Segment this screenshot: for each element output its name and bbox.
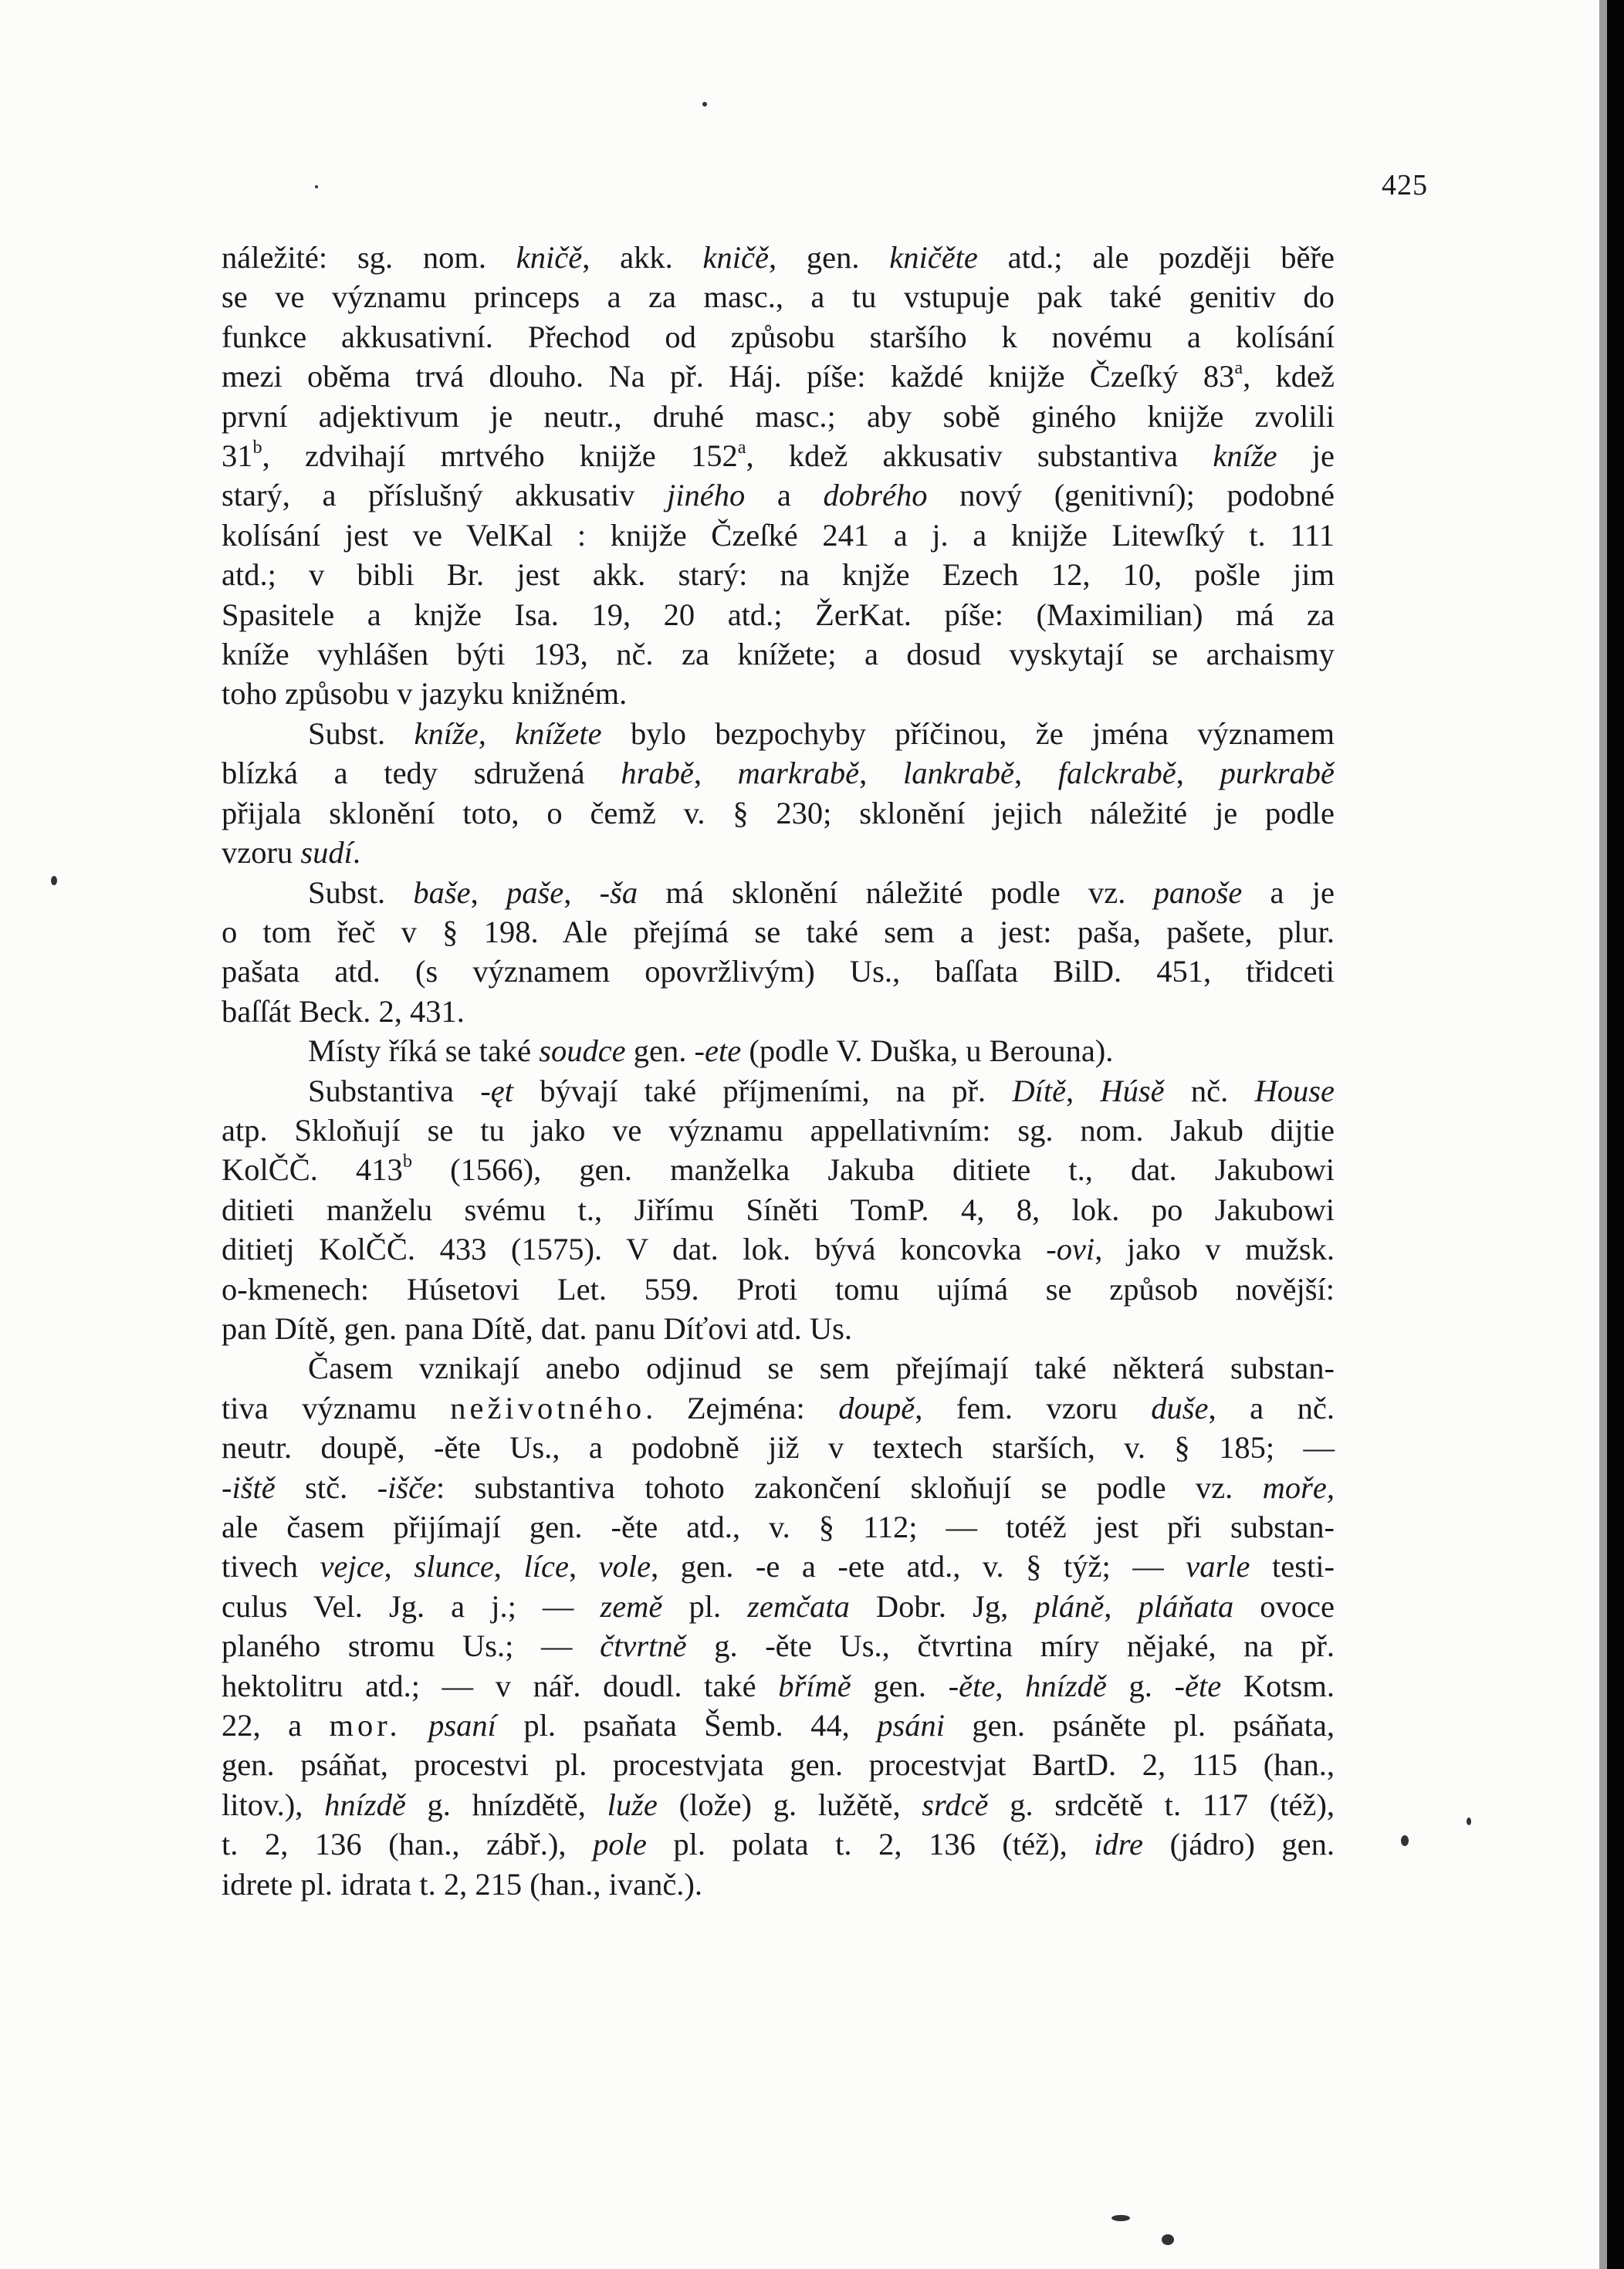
text-segment: pašata atd. (s významem opovržlivým) Us., baſſata BilD. 451, třidceti: [222, 954, 1335, 989]
italic-term: země: [600, 1588, 663, 1624]
spaced-term: mor.: [329, 1708, 401, 1743]
text-line: [222, 833, 1335, 872]
text-segment: ,: [1066, 1073, 1101, 1108]
text-segment: bylo bezpochyby příčinou, že jména významem: [601, 715, 1335, 751]
text-line: [222, 397, 1335, 436]
scan-speck: [1162, 2234, 1174, 2245]
text-segment: blízká a tedy sdružená: [222, 756, 621, 791]
text-line: [222, 753, 1335, 793]
text-line: [222, 1547, 1335, 1586]
text-segment: 22, a: [222, 1708, 330, 1743]
text-segment: ,: [1013, 756, 1058, 791]
italic-term: čtvrtně: [600, 1628, 687, 1664]
scan-inner-edge: [1599, 0, 1607, 2269]
text-line: [222, 714, 1335, 753]
italic-term: líce: [523, 1549, 569, 1584]
italic-term: vejce: [320, 1549, 384, 1584]
italic-term: pole: [593, 1827, 647, 1862]
text-segment: baſſát Beck. 2, 431.: [222, 993, 465, 1029]
text-segment: toho způsobu v jazyku knižném.: [222, 676, 628, 712]
text-segment: pan Dítě, gen. pana Dítě, dat. panu Díťovi atd. Us.: [222, 1310, 852, 1346]
text-segment: ,: [995, 1668, 1026, 1703]
text-line: [222, 1745, 1335, 1784]
text-segment: litov.),: [222, 1787, 325, 1822]
text-line: [222, 1824, 1335, 1864]
text-segment: , jako v mužsk.: [1095, 1232, 1335, 1267]
text-segment: o-kmenech: Húsetovi Let. 559. Proti tomu ujímá se způsob novější:: [222, 1271, 1335, 1307]
scan-black-edge: [1607, 0, 1624, 2269]
text-line: [222, 1309, 1335, 1348]
text-line: [222, 1666, 1335, 1706]
italic-term: duše: [1151, 1390, 1209, 1425]
superscript: a: [737, 437, 746, 458]
text-segment: bývají také příjmeními, na př.: [513, 1073, 1013, 1108]
italic-term: -ete: [694, 1033, 742, 1069]
italic-term: kníže, knížete: [414, 715, 602, 751]
text-segment: , kdež: [1243, 359, 1335, 394]
italic-term: srdcě: [922, 1787, 989, 1822]
text-segment: , kdež akkusativ substantiva: [746, 438, 1213, 474]
text-line: [222, 1428, 1335, 1467]
text-line: [222, 317, 1335, 357]
text-segment: první adjektivum je neutr., druhé masc.; aby sobě giného knijže zvolili: [222, 398, 1335, 434]
scan-speck: [51, 876, 57, 885]
text-line: [222, 1031, 1335, 1070]
text-line: [222, 1388, 1335, 1428]
superscript: a: [1234, 357, 1243, 379]
text-line: [222, 1348, 1335, 1388]
text-segment: g. -ěte Us., čtvrtina míry nějaké, na př.: [686, 1628, 1335, 1664]
text-line: [222, 475, 1335, 515]
text-line: [222, 1706, 1335, 1745]
scan-speck: [315, 185, 318, 188]
text-segment: 31: [222, 438, 253, 474]
text-segment: kolísání jest ve VelKal : knijže Čzeſké 241 a j. a knijže Litewſký t. 111: [222, 517, 1335, 553]
text-segment: , a nč.: [1208, 1390, 1335, 1425]
italic-term: břímě: [778, 1668, 851, 1703]
text-line: [222, 1468, 1335, 1507]
scan-speck: [1401, 1835, 1409, 1846]
text-line: [222, 1111, 1335, 1150]
italic-term: falckrabě: [1057, 756, 1176, 791]
text-segment: ,: [1104, 1588, 1138, 1624]
text-segment: o tom řeč v § 198. Ale přejímá se také sem a jest: paša, pašete, plur.: [222, 914, 1335, 949]
text-line: [222, 1587, 1335, 1626]
italic-term: vole: [598, 1549, 651, 1584]
italic-term: kničěte: [889, 240, 978, 275]
text-segment: , fem. vzoru: [915, 1390, 1152, 1425]
scan-speck: [1467, 1818, 1471, 1825]
text-segment: testi-: [1250, 1549, 1335, 1584]
text-segment: (lože) g. lužětě,: [657, 1787, 922, 1822]
text-segment: , zdvihají mrtvého knijže 152: [262, 438, 738, 474]
text-segment: mezi oběma trvá dlouho. Na př. Háj. píše: každé knijže Čzeſký 83: [222, 359, 1235, 394]
text-segment: pl. psaňata Šemb. 44,: [496, 1708, 878, 1743]
text-segment: má sklonění náležité podle vz.: [638, 874, 1154, 910]
italic-term: slunce: [414, 1549, 494, 1584]
italic-term: soudce: [539, 1033, 626, 1069]
italic-term: varle: [1186, 1549, 1250, 1584]
text-segment: Místy říká se také: [308, 1033, 540, 1069]
italic-term: Dítě: [1012, 1073, 1067, 1108]
italic-term: -ęt: [480, 1073, 513, 1108]
text-segment: atd.; ale později běře: [977, 240, 1335, 275]
text-segment: Subst.: [308, 715, 414, 751]
text-segment: Dobr. Jg,: [849, 1588, 1035, 1624]
text-segment: a je: [1242, 874, 1335, 910]
italic-term: markrabě: [737, 756, 860, 791]
text-segment: se ve významu princeps a za masc., a tu vstupuje pak také genitiv do: [222, 279, 1335, 315]
text-line: [222, 912, 1335, 952]
italic-term: hnízdě: [324, 1787, 406, 1822]
text-line: [222, 873, 1335, 912]
text-line: [222, 1150, 1335, 1189]
text-segment: idrete pl. idrata t. 2, 215 (han., ivanč.).: [222, 1866, 703, 1902]
text-segment: je: [1277, 438, 1335, 474]
text-segment: Spasitele a knjže Isa. 19, 20 atd.; ŽerKat. píše: (Maximilian) má za: [222, 597, 1335, 632]
text-segment: a: [745, 478, 824, 513]
text-segment: ,: [384, 1549, 414, 1584]
text-line: [222, 595, 1335, 634]
text-line: [222, 1865, 1335, 1904]
text-segment: gen.: [851, 1668, 949, 1703]
text-segment: culus Vel. Jg. a j.; —: [222, 1588, 601, 1624]
text-line: [222, 793, 1335, 833]
text-segment: atd.; v bibli Br. jest akk. starý: na knjže Ezech 12, 10, pošle jim: [222, 557, 1335, 593]
text-segment: ,: [568, 1549, 599, 1584]
text-segment: nč.: [1164, 1073, 1255, 1108]
italic-term: hnízdě: [1025, 1668, 1107, 1703]
text-segment: náležité: sg. nom.: [222, 240, 516, 275]
text-line: [222, 555, 1335, 594]
text-segment: ditietj KolČČ. 433 (1575). V dat. lok. bývá koncovka: [222, 1232, 1047, 1267]
text-line: [222, 1507, 1335, 1547]
text-segment: gen.: [625, 1033, 695, 1069]
italic-term: pláně: [1034, 1588, 1105, 1624]
italic-term: zemčata: [747, 1588, 850, 1624]
text-line: [222, 516, 1335, 555]
italic-term: idre: [1094, 1827, 1144, 1862]
text-segment: Substantiva: [308, 1073, 481, 1108]
text-segment: , akk.: [582, 240, 703, 275]
text-segment: g. hnízdětě,: [405, 1787, 607, 1822]
italic-term: paše: [506, 874, 564, 910]
italic-term: kníže: [1213, 438, 1277, 474]
text-segment: ditieti manželu svému t., Jiřímu Síněti TomP. 4, 8, lok. po Jakubowi: [222, 1192, 1335, 1227]
italic-term: purkrabě: [1220, 756, 1335, 791]
text-line: [222, 238, 1335, 277]
text-segment: : substantiva tohoto zakončení skloňují se podle vz.: [436, 1469, 1263, 1505]
italic-term: hrabě: [621, 756, 694, 791]
text-line: [222, 634, 1335, 674]
text-segment: t. 2, 136 (han., zábř.),: [222, 1827, 594, 1862]
text-segment: tiva významu: [222, 1390, 451, 1425]
italic-term: jiného: [667, 478, 746, 513]
text-segment: , gen.: [768, 240, 890, 275]
text-segment: pl.: [662, 1588, 748, 1624]
text-segment: neutr. doupě, -ěte Us., a podobně již v textech starších, v. § 185; —: [222, 1430, 1335, 1466]
text-segment: vzoru: [222, 835, 301, 871]
italic-term: luže: [607, 1787, 658, 1822]
text-segment: KolČČ. 413: [222, 1152, 403, 1188]
text-segment: stč.: [275, 1469, 377, 1505]
text-line: [222, 992, 1335, 1031]
italic-term: dobrého: [823, 478, 928, 513]
italic-term: -išče: [377, 1469, 437, 1505]
italic-term: -iště: [222, 1469, 276, 1505]
italic-term: -ovi: [1046, 1232, 1095, 1267]
text-segment: gen. psáňat, procestvi pl. procestvjata gen. procestvjat BartD. 2, 115 (han.,: [222, 1747, 1335, 1783]
text-segment: ,: [563, 874, 600, 910]
text-segment: pl. polata t. 2, 136 (též),: [646, 1827, 1095, 1862]
text-segment: g.: [1106, 1668, 1175, 1703]
italic-term: -ša: [599, 874, 638, 910]
text-segment: planého stromu Us.; —: [222, 1628, 601, 1664]
text-segment: ,: [493, 1549, 524, 1584]
text-line: [222, 1190, 1335, 1229]
text-segment: Kotsm.: [1221, 1668, 1335, 1703]
text-segment: ,: [470, 874, 507, 910]
text-line: [222, 1071, 1335, 1111]
text-segment: ale časem přijímají gen. -ěte atd., v. § 112; — totéž jest při substan-: [222, 1510, 1335, 1544]
italic-term: lankrabě: [902, 756, 1014, 791]
superscript: b: [402, 1151, 412, 1172]
text-segment: tivech: [222, 1549, 320, 1584]
text-segment: ,: [693, 756, 738, 791]
text-line: [222, 1270, 1335, 1309]
italic-term: psáni: [877, 1708, 945, 1743]
italic-term: Húsě: [1100, 1073, 1165, 1108]
text-line: [222, 952, 1335, 991]
italic-term: -ěte: [1174, 1668, 1222, 1703]
italic-term: panoše: [1153, 874, 1243, 910]
text-segment: ,: [859, 756, 903, 791]
text-segment: Subst.: [308, 874, 414, 910]
text-segment: [401, 1708, 428, 1743]
italic-term: -ěte: [948, 1668, 996, 1703]
text-segment: g. srdcětě t. 117 (též),: [988, 1787, 1335, 1822]
italic-term: moře,: [1262, 1469, 1335, 1505]
text-line: [222, 674, 1335, 713]
spaced-term: neživotného: [450, 1390, 646, 1425]
italic-term: kničě: [516, 240, 583, 275]
text-segment: . Zejména:: [645, 1390, 839, 1425]
scan-speck: [702, 102, 707, 107]
italic-term: kničě: [702, 240, 769, 275]
italic-term: psaní: [428, 1708, 496, 1743]
text-segment: (1566), gen. manželka Jakuba ditiete t., dat. Jakubowi: [411, 1152, 1335, 1188]
text-line: [222, 277, 1335, 316]
italic-term: sudí: [300, 835, 353, 871]
text-segment: kníže vyhlášen býti 193, nč. za knížete; a dosud vyskytají se archaismy: [222, 637, 1335, 672]
text-segment: přijala sklonění toto, o čemž v. § 230; sklonění jejich náležité je podle: [222, 795, 1335, 830]
scan-speck: [1111, 2215, 1130, 2221]
text-line: [222, 436, 1335, 475]
text-segment: ,: [1176, 756, 1220, 791]
text-segment: funkce akkusativní. Přechod od způsobu staršího k novému a kolísání: [222, 319, 1335, 354]
text-line: [222, 1229, 1335, 1269]
text-segment: gen. psáněte pl. psáňata,: [944, 1708, 1335, 1743]
text-segment: atp. Skloňují se tu jako ve významu appellativním: sg. nom. Jakub dijtie: [222, 1112, 1335, 1148]
text-line: [222, 1785, 1335, 1824]
body-text: [222, 238, 1335, 1904]
italic-term: doupě: [838, 1390, 915, 1425]
text-line: [222, 1626, 1335, 1665]
text-segment: starý, a příslušný akkusativ: [222, 478, 668, 513]
text-segment: (podle V. Duška, u Berouna).: [741, 1033, 1114, 1069]
italic-term: House: [1254, 1073, 1335, 1108]
text-segment: ovoce: [1233, 1588, 1335, 1624]
superscript: b: [252, 437, 262, 458]
text-segment: .: [352, 835, 360, 871]
italic-term: pláňata: [1138, 1588, 1234, 1624]
text-segment: nový (genitivní); podobné: [927, 478, 1335, 513]
italic-term: baše: [413, 874, 471, 910]
page-number: 425: [1382, 169, 1428, 201]
text-line: [222, 357, 1335, 396]
text-segment: , gen. -e a -ete atd., v. § týž; —: [651, 1549, 1186, 1584]
text-segment: hektolitru atd.; — v nář. doudl. také: [222, 1668, 779, 1703]
text-segment: (jádro) gen.: [1143, 1827, 1335, 1862]
text-segment: Časem vznikají anebo odjinud se sem přejímají také některá substan-: [308, 1351, 1335, 1386]
